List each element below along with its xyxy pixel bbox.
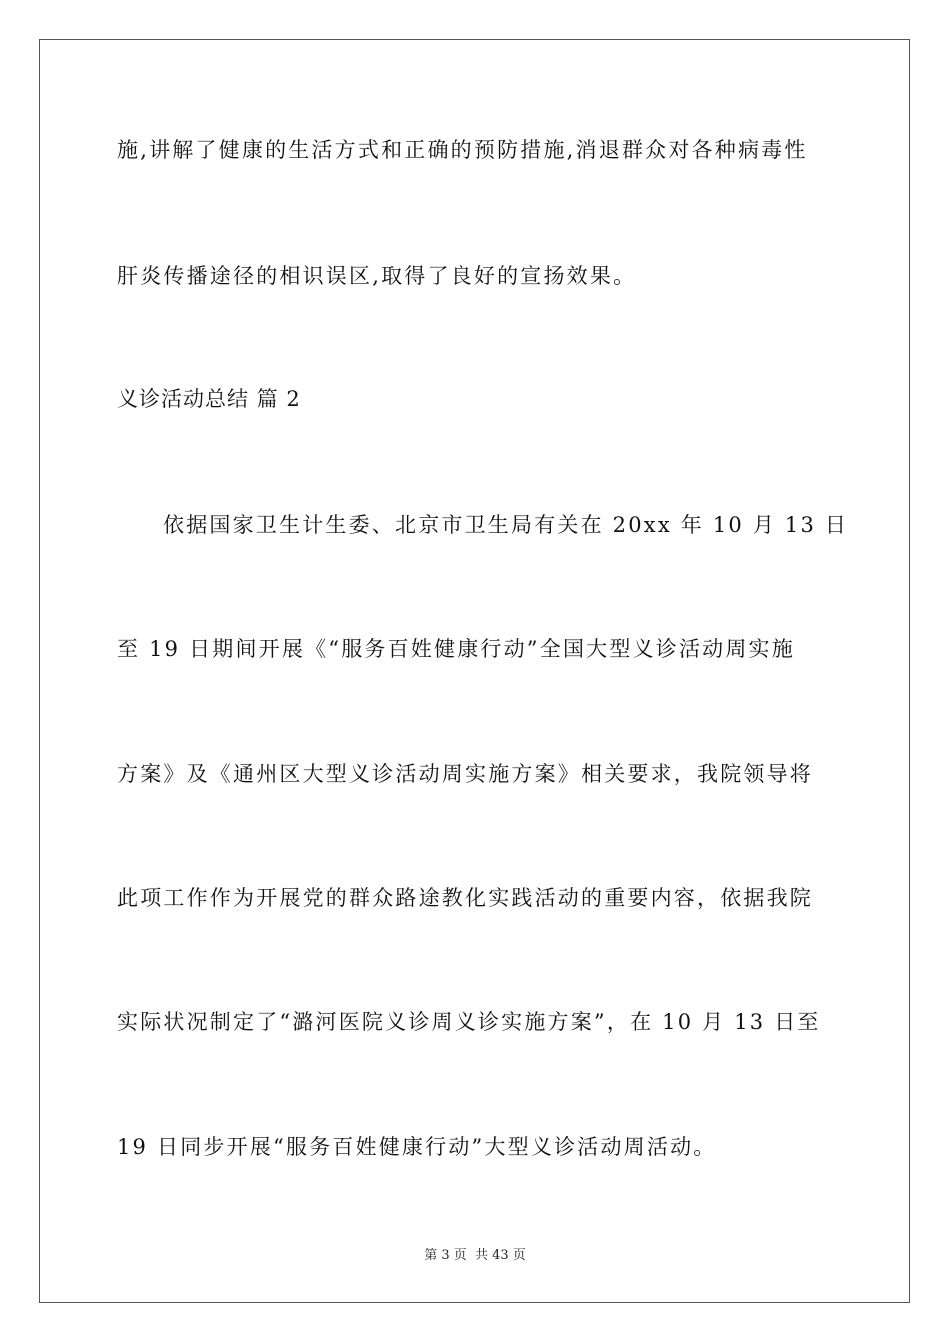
paragraph-line: 方案》及《通州区大型义诊活动周实施方案》相关要求，我院领导将: [117, 762, 813, 786]
paragraph-line: 施,讲解了健康的生活方式和正确的预防措施,消退群众对各种病毒性: [117, 138, 808, 162]
total-pages: 共 43 页: [474, 1248, 526, 1263]
paragraph-line: 至 19 日期间开展《“服务百姓健康行动”全国大型义诊活动周实施: [117, 637, 795, 661]
paragraph-line: 肝炎传播途径的相识误区,取得了良好的宣扬效果。: [117, 264, 637, 288]
paragraph-line: 19 日同步开展“服务百姓健康行动”大型义诊活动周活动。: [117, 1135, 717, 1159]
section-heading: 义诊活动总结 篇 2: [117, 387, 301, 411]
paragraph-line: 实际状况制定了“潞河医院义诊周义诊实施方案”，在 10 月 13 日至: [117, 1010, 821, 1034]
paragraph-line: 此项工作作为开展党的群众路途教化实践活动的重要内容，依据我院: [117, 886, 813, 910]
page-footer: [0, 1247, 950, 1265]
paragraph-line: 依据国家卫生计生委、北京市卫生局有关在 20xx 年 10 月 13 日: [163, 513, 849, 537]
page-number: 第 3 页: [424, 1248, 467, 1263]
page-frame: [39, 39, 910, 1303]
